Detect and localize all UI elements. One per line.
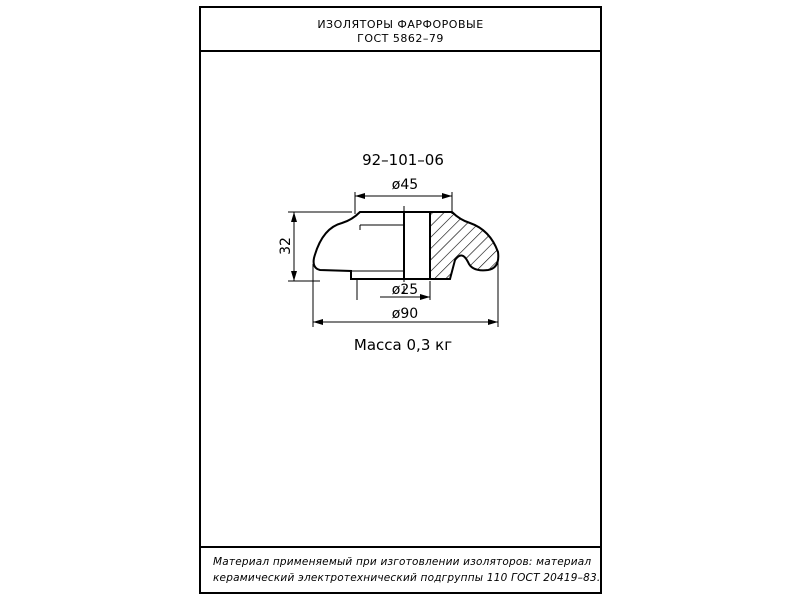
insulator-outline: [314, 206, 404, 294]
standard-reference: ГОСТ 5862–79: [357, 32, 444, 45]
insulator-section: [404, 212, 498, 279]
material-note-line-1: Материал применяемый при изготовлении изоляторов: материал: [213, 556, 592, 568]
inner-diameter-dimension: [357, 279, 430, 300]
part-number: 92–101–06: [362, 151, 444, 169]
top-diameter-label: ø45: [391, 177, 419, 193]
inner-diameter-label: ø25: [391, 282, 419, 298]
outer-diameter-label: ø90: [391, 306, 419, 322]
document-title: ИЗОЛЯТОРЫ ФАРФОРОВЫЕ: [317, 18, 484, 31]
material-note-line-2: керамический электротехнический подгруппы 110 ГОСТ 20419–83.: [213, 572, 601, 584]
height-label: 32: [278, 237, 294, 255]
mass-label: Масса 0,3 кг: [353, 336, 453, 354]
